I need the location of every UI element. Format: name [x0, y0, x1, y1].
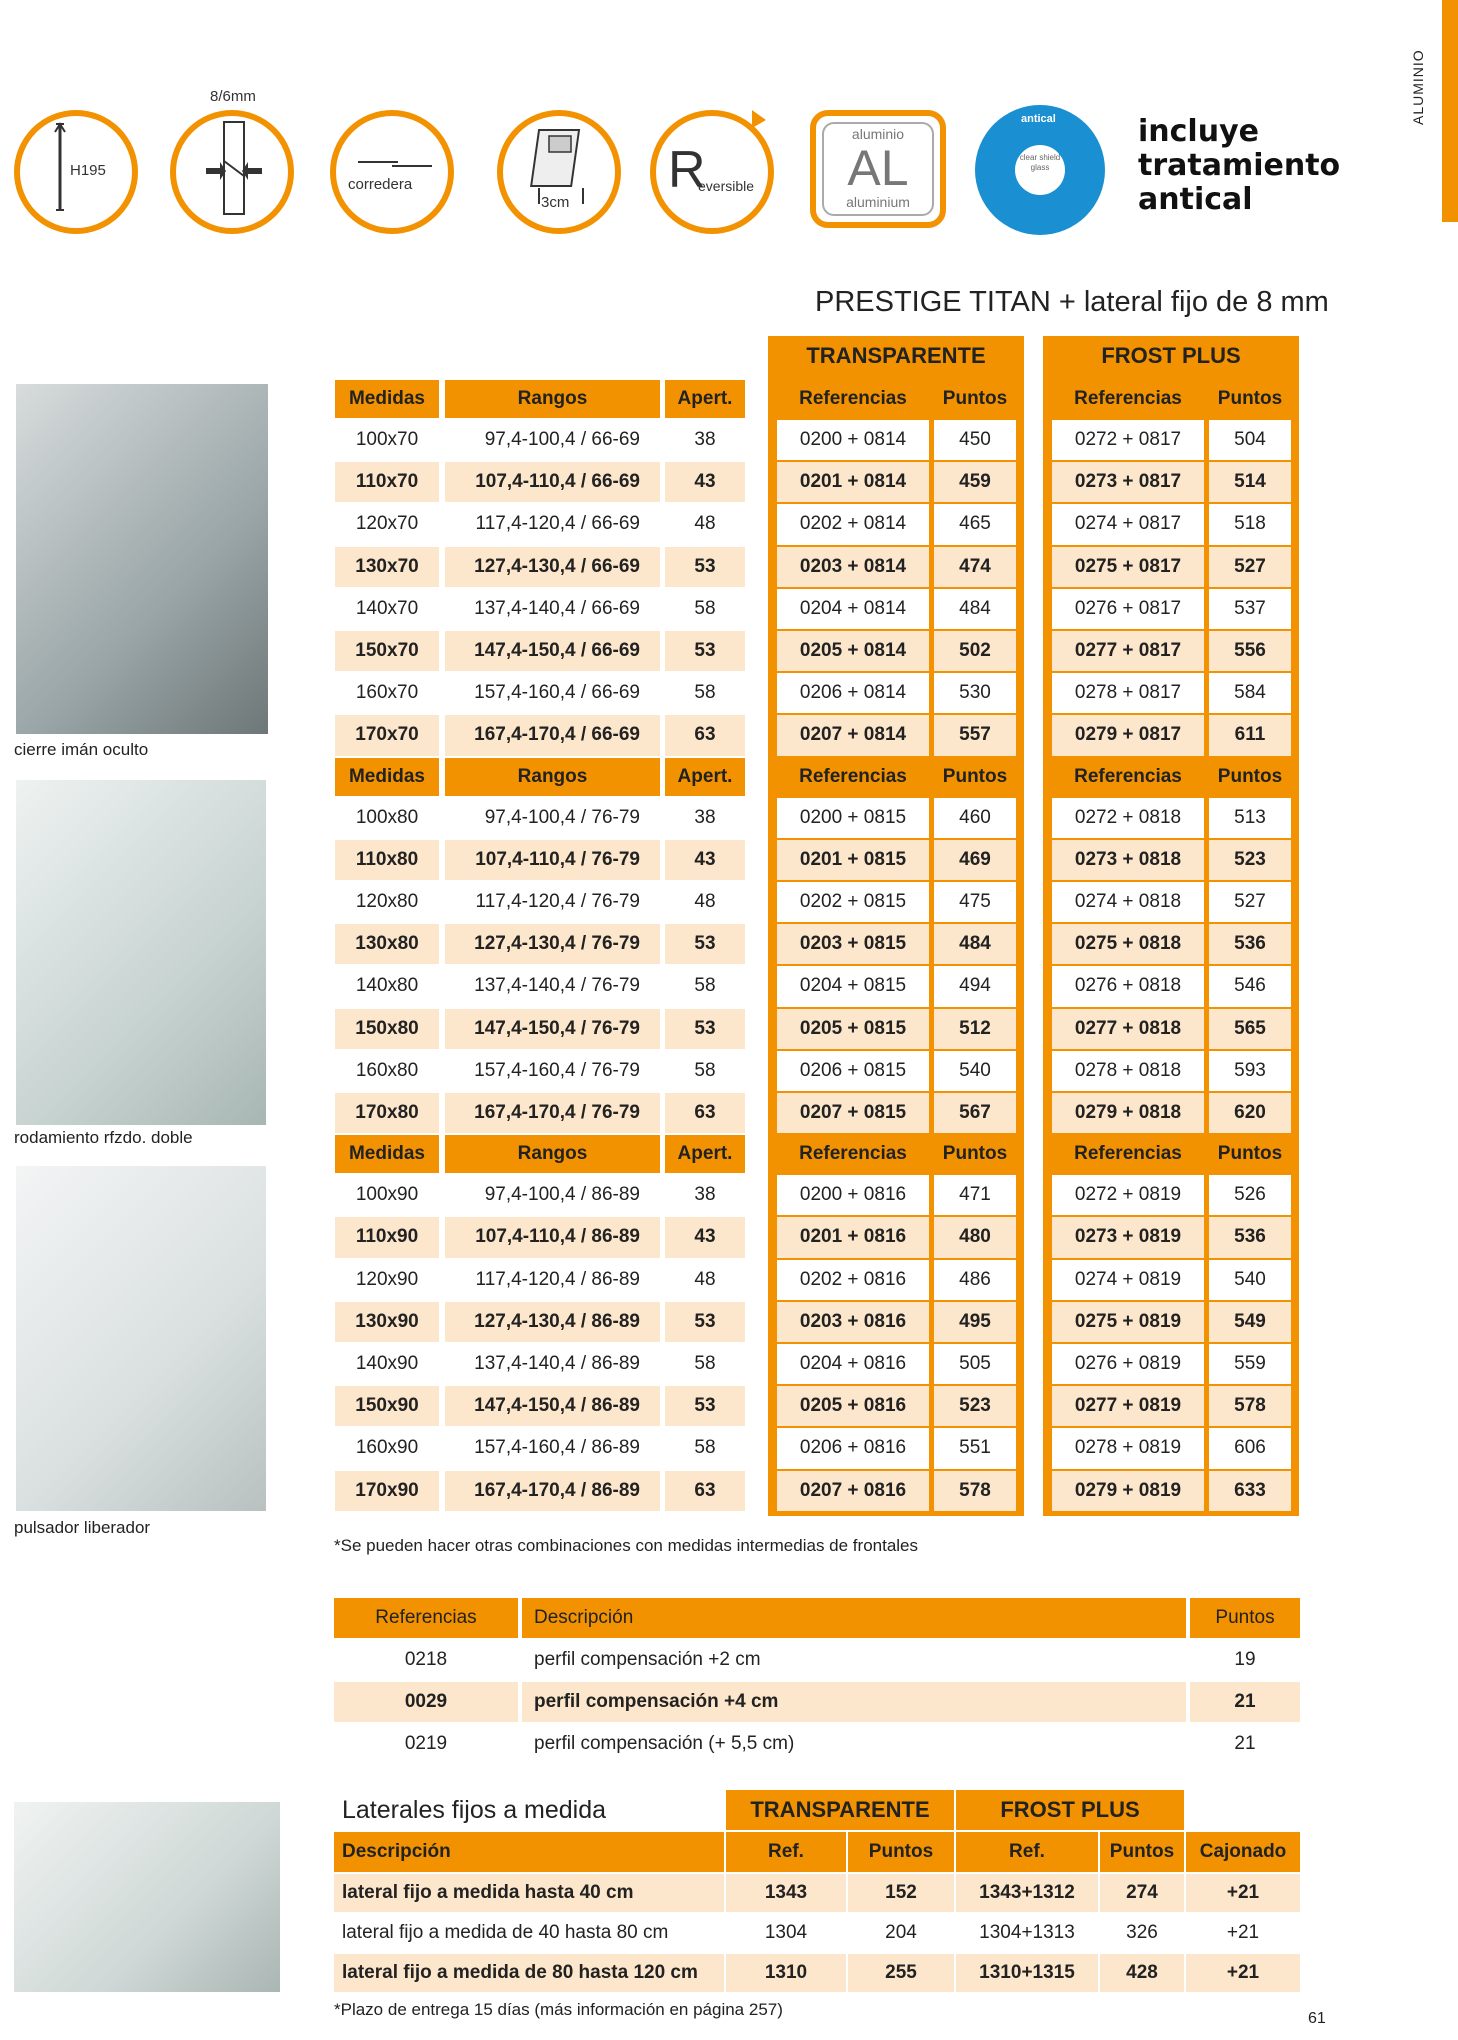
table-cell: 53 — [665, 924, 745, 964]
profiles-header: Descripción — [522, 1598, 1186, 1638]
table-cell: 150x70 — [335, 631, 439, 671]
photo-caption-3: pulsador liberador — [14, 1518, 151, 1537]
table-cell: 0273 + 0817 — [1052, 462, 1204, 502]
table-cell: 107,4-110,4 / 76-79 — [445, 840, 660, 880]
profiles-cell: 19 — [1190, 1640, 1300, 1680]
table-cell: 486 — [934, 1260, 1016, 1300]
table-cell: 53 — [665, 547, 745, 587]
aluminium-top-text: aluminio — [851, 126, 905, 142]
profiles-cell: 21 — [1190, 1682, 1300, 1722]
table-cell: 63 — [665, 1471, 745, 1511]
table-cell: 518 — [1209, 504, 1291, 544]
fixed-panels-header: Puntos — [848, 1832, 954, 1872]
profiles-cell: 0219 — [334, 1724, 518, 1764]
table-cell: 0202 + 0816 — [777, 1260, 929, 1300]
table-cell: 0276 + 0817 — [1052, 589, 1204, 629]
table-cell: 523 — [934, 1386, 1016, 1426]
fixed-panels-cell: 1304 — [726, 1914, 846, 1952]
column-header-apert: Apert. — [665, 758, 745, 796]
table-cell: 578 — [934, 1471, 1016, 1511]
table-cell: 475 — [934, 882, 1016, 922]
fixed-panels-cell: +21 — [1186, 1874, 1300, 1912]
table-cell: 137,4-140,4 / 76-79 — [445, 966, 660, 1006]
table-cell: 536 — [1209, 1217, 1291, 1257]
profiles-cell: perfil compensación +4 cm — [522, 1682, 1186, 1722]
sliding-label: corredera — [348, 176, 413, 193]
table-cell: 0278 + 0818 — [1052, 1051, 1204, 1091]
table-cell: 53 — [665, 1009, 745, 1049]
table-cell: 100x90 — [335, 1175, 439, 1215]
table-cell: 63 — [665, 715, 745, 755]
table-cell: 556 — [1209, 631, 1291, 671]
profiles-header: Referencias — [334, 1598, 518, 1638]
table-cell: 150x80 — [335, 1009, 439, 1049]
table-cell: 0204 + 0816 — [777, 1344, 929, 1384]
table-cell: 0205 + 0816 — [777, 1386, 929, 1426]
table-cell: 58 — [665, 673, 745, 713]
table-cell: 459 — [934, 462, 1016, 502]
fixed-panels-cell: 152 — [848, 1874, 954, 1912]
fixed-panels-cell: 1304+1313 — [956, 1914, 1098, 1952]
table-cell: 0274 + 0819 — [1052, 1260, 1204, 1300]
column-header-puntos: Puntos — [934, 380, 1016, 418]
aluminium-big-text: AL — [847, 140, 909, 196]
fixed-group-frost: FROST PLUS — [956, 1790, 1184, 1830]
table-cell: 58 — [665, 1051, 745, 1091]
table-cell: 0274 + 0818 — [1052, 882, 1204, 922]
table-cell: 100x80 — [335, 798, 439, 838]
table-cell: 157,4-160,4 / 66-69 — [445, 673, 660, 713]
fixed-panels-header: Ref. — [956, 1832, 1098, 1872]
table-cell: 58 — [665, 589, 745, 629]
table-cell: 157,4-160,4 / 86-89 — [445, 1428, 660, 1468]
table-cell: 546 — [1209, 966, 1291, 1006]
table-cell: 38 — [665, 1175, 745, 1215]
section-tab-label: ALUMINIO — [1410, 49, 1426, 126]
table-cell: 578 — [1209, 1386, 1291, 1426]
table-cell: 58 — [665, 1344, 745, 1384]
table-cell: 0200 + 0815 — [777, 798, 929, 838]
table-cell: 170x80 — [335, 1093, 439, 1133]
column-header-referencias: Referencias — [777, 380, 929, 418]
table-cell: 120x90 — [335, 1260, 439, 1300]
table-cell: 58 — [665, 1428, 745, 1468]
table-cell: 48 — [665, 882, 745, 922]
reversible-label: eversible — [698, 178, 755, 194]
group-header-frost: FROST PLUS — [1043, 336, 1299, 376]
table-cell: 0206 + 0815 — [777, 1051, 929, 1091]
table-cell: 0202 + 0815 — [777, 882, 929, 922]
table-cell: 0272 + 0819 — [1052, 1175, 1204, 1215]
table-cell: 38 — [665, 798, 745, 838]
fixed-panels-title: Laterales fijos a medida — [342, 1795, 607, 1824]
table-cell: 0200 + 0814 — [777, 420, 929, 460]
profile-width-icon — [497, 110, 621, 234]
table-cell: 97,4-100,4 / 76-79 — [445, 798, 660, 838]
table-cell: 53 — [665, 1302, 745, 1342]
table-cell: 494 — [934, 966, 1016, 1006]
table-cell: 505 — [934, 1344, 1016, 1384]
table-cell: 0204 + 0814 — [777, 589, 929, 629]
column-header-medidas: Medidas — [335, 1135, 439, 1173]
fixed-panels-cell: 326 — [1100, 1914, 1184, 1952]
height-label: H195 — [70, 162, 106, 179]
table-cell: 110x80 — [335, 840, 439, 880]
antical-badge — [975, 105, 1105, 235]
table-cell: 0203 + 0814 — [777, 547, 929, 587]
combinations-note: *Se pueden hacer otras combinaciones con medidas intermedias de frontales — [334, 1536, 919, 1555]
table-cell: 0201 + 0816 — [777, 1217, 929, 1257]
table-cell: 0203 + 0816 — [777, 1302, 929, 1342]
column-header-medidas: Medidas — [335, 758, 439, 796]
table-cell: 0277 + 0817 — [1052, 631, 1204, 671]
table-cell: 43 — [665, 1217, 745, 1257]
table-cell: 530 — [934, 673, 1016, 713]
table-cell: 540 — [934, 1051, 1016, 1091]
width-label: 3cm — [541, 194, 570, 211]
table-cell: 0275 + 0819 — [1052, 1302, 1204, 1342]
table-cell: 130x70 — [335, 547, 439, 587]
table-cell: 110x70 — [335, 462, 439, 502]
fixed-panels-header: Ref. — [726, 1832, 846, 1872]
table-cell: 97,4-100,4 / 66-69 — [445, 420, 660, 460]
table-cell: 469 — [934, 840, 1016, 880]
table-cell: 160x80 — [335, 1051, 439, 1091]
claim-line-1: incluye — [1138, 114, 1259, 149]
table-cell: 513 — [1209, 798, 1291, 838]
table-cell: 0277 + 0819 — [1052, 1386, 1204, 1426]
table-cell: 127,4-130,4 / 76-79 — [445, 924, 660, 964]
table-cell: 471 — [934, 1175, 1016, 1215]
table-cell: 465 — [934, 504, 1016, 544]
fixed-panel-photo — [14, 1802, 280, 1992]
profiles-cell: 21 — [1190, 1724, 1300, 1764]
table-cell: 147,4-150,4 / 76-79 — [445, 1009, 660, 1049]
column-header-rangos: Rangos — [445, 380, 660, 418]
table-cell: 48 — [665, 504, 745, 544]
table-cell: 512 — [934, 1009, 1016, 1049]
fixed-panels-header: Cajonado — [1186, 1832, 1300, 1872]
table-cell: 38 — [665, 420, 745, 460]
column-header-apert: Apert. — [665, 1135, 745, 1173]
table-cell: 557 — [934, 715, 1016, 755]
table-cell: 540 — [1209, 1260, 1291, 1300]
profiles-header: Puntos — [1190, 1598, 1300, 1638]
table-cell: 167,4-170,4 / 66-69 — [445, 715, 660, 755]
table-cell: 130x80 — [335, 924, 439, 964]
thickness-icon — [170, 110, 294, 234]
column-header-puntos: Puntos — [1209, 1135, 1291, 1173]
table-cell: 502 — [934, 631, 1016, 671]
table-cell: 0272 + 0817 — [1052, 420, 1204, 460]
table-cell: 0273 + 0819 — [1052, 1217, 1204, 1257]
fixed-panels-cell: 274 — [1100, 1874, 1184, 1912]
table-cell: 527 — [1209, 882, 1291, 922]
table-cell: 107,4-110,4 / 86-89 — [445, 1217, 660, 1257]
table-cell: 606 — [1209, 1428, 1291, 1468]
table-cell: 0207 + 0815 — [777, 1093, 929, 1133]
fixed-panels-cell: 1343+1312 — [956, 1874, 1098, 1912]
table-cell: 137,4-140,4 / 86-89 — [445, 1344, 660, 1384]
table-cell: 147,4-150,4 / 86-89 — [445, 1386, 660, 1426]
column-header-puntos: Puntos — [934, 758, 1016, 796]
table-cell: 63 — [665, 1093, 745, 1133]
reversible-r: R — [668, 141, 706, 199]
table-cell: 537 — [1209, 589, 1291, 629]
column-header-puntos: Puntos — [934, 1135, 1016, 1173]
table-cell: 140x90 — [335, 1344, 439, 1384]
release-button-photo — [16, 1166, 266, 1511]
table-cell: 0278 + 0819 — [1052, 1428, 1204, 1468]
table-cell: 117,4-120,4 / 66-69 — [445, 504, 660, 544]
table-cell: 450 — [934, 420, 1016, 460]
table-cell: 484 — [934, 589, 1016, 629]
claim-line-2: tratamiento — [1138, 148, 1341, 183]
table-cell: 633 — [1209, 1471, 1291, 1511]
table-cell: 167,4-170,4 / 76-79 — [445, 1093, 660, 1133]
table-cell: 53 — [665, 1386, 745, 1426]
table-cell: 620 — [1209, 1093, 1291, 1133]
fixed-panels-cell: 1310 — [726, 1954, 846, 1992]
table-cell: 0203 + 0815 — [777, 924, 929, 964]
table-cell: 0201 + 0814 — [777, 462, 929, 502]
table-cell: 565 — [1209, 1009, 1291, 1049]
table-cell: 460 — [934, 798, 1016, 838]
table-cell: 495 — [934, 1302, 1016, 1342]
table-cell: 107,4-110,4 / 66-69 — [445, 462, 660, 502]
delivery-note: *Plazo de entrega 15 días (más información en página 257) — [334, 2000, 783, 2019]
table-cell: 100x70 — [335, 420, 439, 460]
column-header-puntos: Puntos — [1209, 380, 1291, 418]
table-cell: 147,4-150,4 / 66-69 — [445, 631, 660, 671]
antical-center-text: clear shield glass — [1015, 145, 1065, 195]
table-cell: 0201 + 0815 — [777, 840, 929, 880]
table-cell: 0274 + 0817 — [1052, 504, 1204, 544]
table-cell: 170x90 — [335, 1471, 439, 1511]
height-icon — [14, 110, 138, 234]
roller-photo — [16, 780, 266, 1125]
table-cell: 0207 + 0816 — [777, 1471, 929, 1511]
profiles-cell: 0218 — [334, 1640, 518, 1680]
table-cell: 120x80 — [335, 882, 439, 922]
table-cell: 0206 + 0814 — [777, 673, 929, 713]
table-cell: 0205 + 0815 — [777, 1009, 929, 1049]
table-cell: 0200 + 0816 — [777, 1175, 929, 1215]
table-cell: 58 — [665, 966, 745, 1006]
table-cell: 0207 + 0814 — [777, 715, 929, 755]
column-header-referencias: Referencias — [777, 1135, 929, 1173]
column-header-rangos: Rangos — [445, 1135, 660, 1173]
column-header-rangos: Rangos — [445, 758, 660, 796]
table-cell: 130x90 — [335, 1302, 439, 1342]
column-header-referencias: Referencias — [1052, 1135, 1204, 1173]
thickness-label: 8/6mm — [210, 88, 256, 105]
photo-caption-1: cierre imán oculto — [14, 740, 149, 759]
aluminium-bottom-text: aluminium — [846, 194, 910, 210]
fixed-panels-cell: +21 — [1186, 1914, 1300, 1952]
table-cell: 0279 + 0819 — [1052, 1471, 1204, 1511]
table-cell: 0277 + 0818 — [1052, 1009, 1204, 1049]
fixed-panels-cell: 428 — [1100, 1954, 1184, 1992]
table-cell: 48 — [665, 1260, 745, 1300]
profiles-cell: perfil compensación +2 cm — [522, 1640, 1186, 1680]
group-header-transparent: TRANSPARENTE — [768, 336, 1024, 376]
table-cell: 559 — [1209, 1344, 1291, 1384]
table-cell: 167,4-170,4 / 86-89 — [445, 1471, 660, 1511]
table-cell: 120x70 — [335, 504, 439, 544]
magnet-closure-photo — [16, 384, 268, 734]
table-cell: 53 — [665, 631, 745, 671]
table-cell: 526 — [1209, 1175, 1291, 1215]
column-header-puntos: Puntos — [1209, 758, 1291, 796]
table-cell: 140x80 — [335, 966, 439, 1006]
fixed-panels-header: Puntos — [1100, 1832, 1184, 1872]
table-cell: 140x70 — [335, 589, 439, 629]
fixed-panels-cell: 204 — [848, 1914, 954, 1952]
table-cell: 611 — [1209, 715, 1291, 755]
fixed-panels-cell: lateral fijo a medida de 80 hasta 120 cm — [334, 1954, 724, 1992]
column-header-referencias: Referencias — [1052, 380, 1204, 418]
table-cell: 160x70 — [335, 673, 439, 713]
page-number: 61 — [1308, 2010, 1326, 2027]
profiles-cell: 0029 — [334, 1682, 518, 1722]
sliding-door-icon — [330, 110, 454, 234]
table-cell: 474 — [934, 547, 1016, 587]
table-cell: 514 — [1209, 462, 1291, 502]
table-cell: 0276 + 0819 — [1052, 1344, 1204, 1384]
aluminium-badge — [810, 110, 946, 228]
table-cell: 523 — [1209, 840, 1291, 880]
table-cell: 480 — [934, 1217, 1016, 1257]
table-cell: 504 — [1209, 420, 1291, 460]
table-cell: 0275 + 0817 — [1052, 547, 1204, 587]
table-cell: 97,4-100,4 / 86-89 — [445, 1175, 660, 1215]
table-cell: 157,4-160,4 / 76-79 — [445, 1051, 660, 1091]
fixed-panels-cell: lateral fijo a medida de 40 hasta 80 cm — [334, 1914, 724, 1952]
antical-ring-text: antical — [1021, 113, 1056, 125]
table-cell: 127,4-130,4 / 66-69 — [445, 547, 660, 587]
fixed-panels-cell: 1343 — [726, 1874, 846, 1912]
table-cell: 584 — [1209, 673, 1291, 713]
table-cell: 484 — [934, 924, 1016, 964]
profiles-cell: perfil compensación (+ 5,5 cm) — [522, 1724, 1186, 1764]
table-cell: 43 — [665, 462, 745, 502]
table-cell: 0279 + 0818 — [1052, 1093, 1204, 1133]
column-header-apert: Apert. — [665, 380, 745, 418]
table-cell: 527 — [1209, 547, 1291, 587]
photo-caption-2: rodamiento rfzdo. doble — [14, 1128, 193, 1147]
fixed-group-transparent: TRANSPARENTE — [726, 1790, 954, 1830]
table-cell: 0273 + 0818 — [1052, 840, 1204, 880]
reversible-icon — [650, 110, 774, 234]
table-cell: 137,4-140,4 / 66-69 — [445, 589, 660, 629]
table-cell: 160x90 — [335, 1428, 439, 1468]
table-cell: 117,4-120,4 / 76-79 — [445, 882, 660, 922]
table-cell: 43 — [665, 840, 745, 880]
table-cell: 549 — [1209, 1302, 1291, 1342]
column-header-medidas: Medidas — [335, 380, 439, 418]
table-cell: 110x90 — [335, 1217, 439, 1257]
table-cell: 117,4-120,4 / 86-89 — [445, 1260, 660, 1300]
table-cell: 0276 + 0818 — [1052, 966, 1204, 1006]
fixed-panels-cell: 255 — [848, 1954, 954, 1992]
table-cell: 0275 + 0818 — [1052, 924, 1204, 964]
table-cell: 127,4-130,4 / 86-89 — [445, 1302, 660, 1342]
table-cell: 150x90 — [335, 1386, 439, 1426]
table-cell: 0279 + 0817 — [1052, 715, 1204, 755]
table-cell: 0272 + 0818 — [1052, 798, 1204, 838]
table-cell: 551 — [934, 1428, 1016, 1468]
fixed-panels-cell: 1310+1315 — [956, 1954, 1098, 1992]
page-title: PRESTIGE TITAN + lateral fijo de 8 mm — [815, 286, 1329, 318]
fixed-panels-cell: +21 — [1186, 1954, 1300, 1992]
table-cell: 0204 + 0815 — [777, 966, 929, 1006]
column-header-referencias: Referencias — [1052, 758, 1204, 796]
fixed-panels-header: Descripción — [334, 1832, 724, 1872]
table-cell: 0278 + 0817 — [1052, 673, 1204, 713]
table-cell: 0206 + 0816 — [777, 1428, 929, 1468]
table-cell: 170x70 — [335, 715, 439, 755]
table-cell: 593 — [1209, 1051, 1291, 1091]
table-cell: 0202 + 0814 — [777, 504, 929, 544]
claim-line-3: antical — [1138, 182, 1253, 217]
section-tab-bar — [1442, 0, 1458, 222]
table-cell: 567 — [934, 1093, 1016, 1133]
fixed-panels-cell: lateral fijo a medida hasta 40 cm — [334, 1874, 724, 1912]
table-cell: 536 — [1209, 924, 1291, 964]
table-cell: 0205 + 0814 — [777, 631, 929, 671]
column-header-referencias: Referencias — [777, 758, 929, 796]
antical-claim — [1138, 115, 1340, 217]
